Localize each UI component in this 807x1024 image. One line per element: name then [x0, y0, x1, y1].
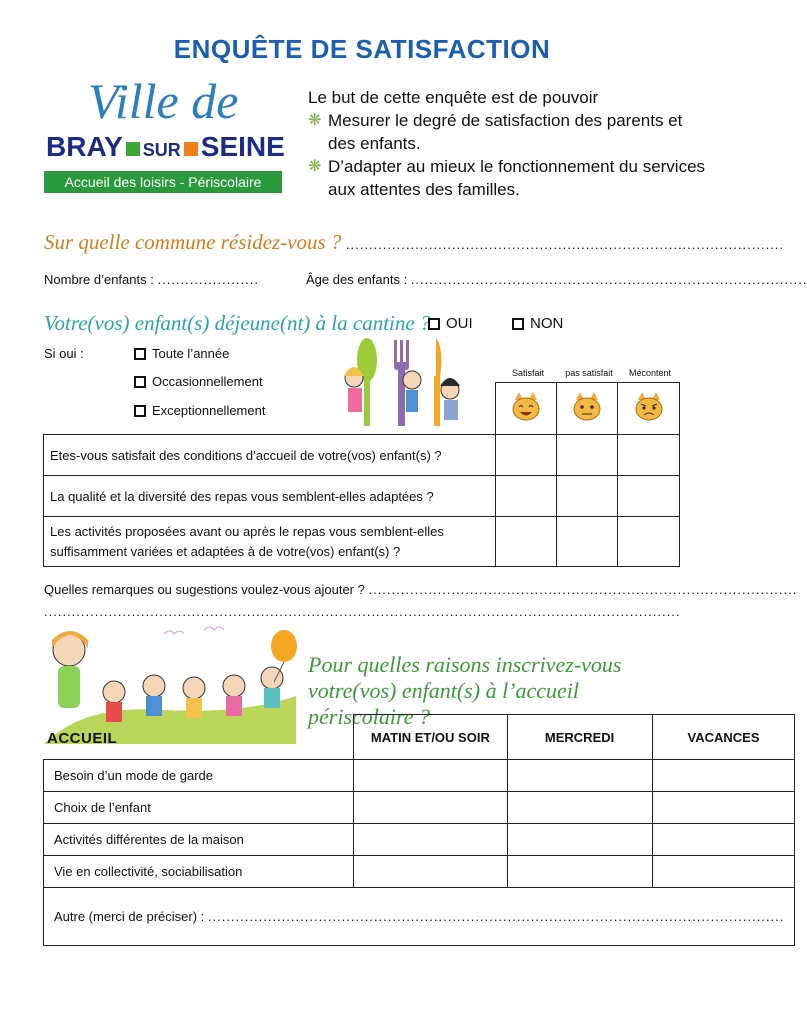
option-toute-annee[interactable]: [134, 346, 229, 361]
remarks-field-line2[interactable]: ..........................................................................................................................................: [44, 604, 681, 619]
children-count-field[interactable]: ......................: [157, 272, 259, 287]
answer-cell[interactable]: [557, 517, 618, 567]
other-cell[interactable]: [44, 888, 795, 946]
periscolaire-row: [44, 824, 795, 856]
answer-cell[interactable]: [496, 476, 557, 517]
other-label: Autre (merci de préciser) :: [54, 909, 205, 924]
periscolaire-row: [44, 856, 795, 888]
header-satisfait: Satisfait: [511, 368, 544, 378]
logo-word-seine: SEINE: [200, 131, 285, 162]
logo-band: Accueil des loisirs - Périscolaire: [44, 171, 282, 193]
children-age-label: Âge des enfants :: [306, 272, 408, 287]
orange-square-icon: [184, 142, 198, 156]
pas-satisfait-face-cell: [557, 383, 618, 435]
checkbox-icon[interactable]: [428, 318, 440, 330]
answer-cell[interactable]: [618, 517, 680, 567]
periscolaire-question: Pour quelles raisons inscrivez-vous votre(vos) enfant(s) à l’accueil périscolaire ?: [308, 652, 622, 729]
flower-icon: ❋: [308, 112, 322, 129]
answer-cell[interactable]: [507, 856, 652, 888]
satisfaction-table: [43, 382, 680, 567]
option-label: Occasionnellement: [152, 374, 263, 389]
mecontent-face-cell: [618, 383, 680, 435]
green-square-icon: [126, 142, 140, 156]
answer-cell[interactable]: [652, 792, 795, 824]
neutral-cat-icon: [570, 392, 604, 422]
children-count-label: Nombre d’enfants :: [44, 272, 154, 287]
cantine-question: Votre(vos) enfant(s) déjeune(nt) à la cantine ?: [44, 311, 431, 335]
logo-word-sur: SUR: [142, 140, 181, 160]
children-count-line: [44, 272, 259, 287]
option-label: Toute l’année: [152, 346, 230, 361]
commune-question: Sur quelle commune résidez-vous ?: [44, 230, 342, 254]
cantine-no-label: NON: [530, 315, 564, 332]
answer-cell[interactable]: [652, 824, 795, 856]
periscolaire-row: [44, 792, 795, 824]
answer-cell[interactable]: [618, 435, 680, 476]
intro-bullet-text: D’adapter au mieux le fonctionnement du services aux attentes des familles.: [328, 157, 706, 199]
checkbox-icon[interactable]: [512, 318, 524, 330]
cantine-no[interactable]: [512, 315, 563, 332]
answer-cell[interactable]: [354, 824, 507, 856]
cantine-yes[interactable]: [428, 315, 473, 332]
checkbox-icon[interactable]: [134, 348, 146, 360]
periscolaire-header-row: [44, 715, 795, 760]
column-vacances: VACANCES: [652, 715, 795, 760]
periscolaire-row: [44, 760, 795, 792]
header-mecontent: Mécontent: [628, 368, 672, 378]
intro-bullet: [308, 155, 708, 201]
answer-cell[interactable]: [354, 760, 507, 792]
answer-cell[interactable]: [652, 760, 795, 792]
logo-word-bray: BRAY: [46, 131, 123, 162]
answer-cell[interactable]: [557, 476, 618, 517]
logo-script-text: Ville de: [88, 73, 239, 129]
angry-cat-icon: [632, 392, 666, 422]
children-age-line: [306, 272, 807, 287]
satisfaction-question: Les activités proposées avant ou après le repas vous semblent-elles suffisamment variées et adaptées à de votre(vos) enfant(s) ?: [44, 517, 496, 567]
remarks-field[interactable]: .............................................................................................: [368, 582, 798, 597]
children-age-field[interactable]: ......................................................................................: [410, 272, 807, 287]
satisfaction-row: [44, 476, 680, 517]
answer-cell[interactable]: [507, 792, 652, 824]
answer-cell[interactable]: [507, 760, 652, 792]
cantine-yes-label: OUI: [446, 315, 473, 332]
periscolaire-table: [43, 714, 795, 946]
column-mercredi: MERCREDI: [507, 715, 652, 760]
option-label: Exceptionnellement: [152, 403, 266, 418]
answer-cell[interactable]: [652, 856, 795, 888]
satisfait-face-cell: [496, 383, 557, 435]
answer-cell[interactable]: [618, 476, 680, 517]
satisfaction-row: [44, 435, 680, 476]
column-matin-soir: MATIN ET/OU SOIR: [354, 715, 507, 760]
header-pas-satisfait: pas satisfait: [565, 368, 613, 378]
remarks-line: [44, 582, 797, 597]
periscolaire-other-row: [44, 888, 795, 946]
answer-cell[interactable]: [354, 856, 507, 888]
commune-line: [44, 230, 784, 255]
accueil-banner: ACCUEIL: [47, 730, 118, 747]
periscolaire-reason: Choix de l’enfant: [44, 792, 354, 824]
remarks-label: Quelles remarques ou sugestions voulez-vous ajouter ?: [44, 582, 365, 597]
answer-cell[interactable]: [507, 824, 652, 856]
answer-cell[interactable]: [354, 792, 507, 824]
answer-cell[interactable]: [496, 517, 557, 567]
other-field[interactable]: .............................................................................................................................: [207, 909, 785, 924]
logo-main: [46, 131, 285, 163]
periscolaire-reason: Activités différentes de la maison: [44, 824, 354, 856]
page-title: ENQUÊTE DE SATISFACTION: [173, 34, 551, 64]
satisfaction-row: [44, 517, 680, 567]
intro-bullet-text: Mesurer le degré de satisfaction des parents et des enfants.: [328, 111, 683, 153]
periscolaire-reason: Besoin d’un mode de garde: [44, 760, 354, 792]
if-yes-label: Si oui :: [44, 346, 84, 361]
intro-lead: Le but de cette enquête est de pouvoir: [308, 88, 599, 107]
smiling-cat-icon: [509, 392, 543, 422]
answer-cell[interactable]: [496, 435, 557, 476]
commune-field[interactable]: ...............................................................................................: [345, 237, 785, 252]
flower-icon: ❋: [308, 158, 322, 175]
intro-text: [308, 86, 708, 201]
satisfaction-question: La qualité et la diversité des repas vous semblent-elles adaptées ?: [44, 476, 496, 517]
satisfaction-question: Etes-vous satisfait des conditions d’accueil de votre(vos) enfant(s) ?: [44, 435, 496, 476]
answer-cell[interactable]: [557, 435, 618, 476]
periscolaire-reason: Vie en collectivité, sociabilisation: [44, 856, 354, 888]
intro-bullet: [308, 109, 708, 155]
face-row: [44, 383, 680, 435]
